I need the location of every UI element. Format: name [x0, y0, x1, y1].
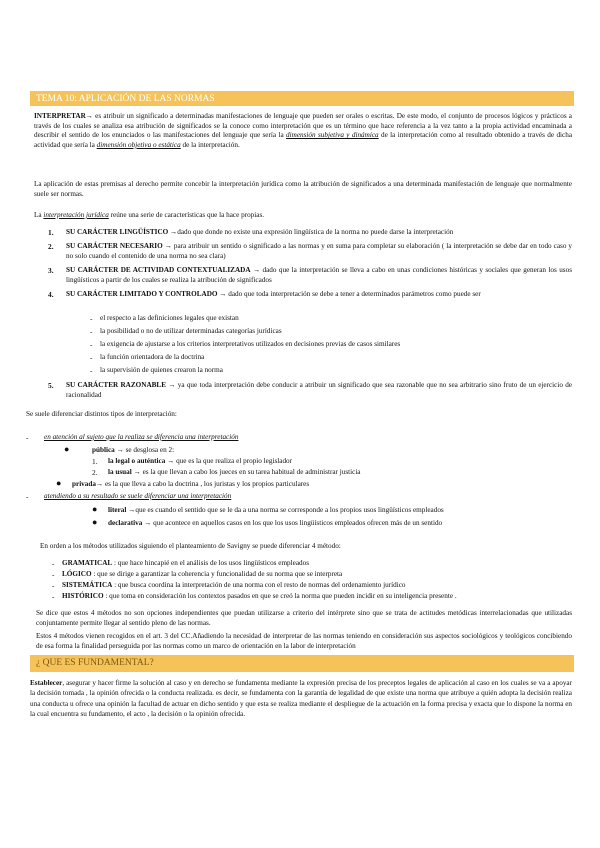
methods-note-1: Se dice que estos 4 métodos no son opciones independientes que puedan utilizarse a criterio del intérprete sino que se trata de actitudes metódicas interrelacionadas que utilizadas conjuntamente permite llegar al sentido pleno de las normas.: [36, 609, 572, 627]
sub-dash: -: [90, 353, 93, 362]
publica-number: 2.: [92, 468, 98, 477]
publica-item-text: → es la que llevan a cabo los jueces en su tarea habitual de administrar justicia: [133, 468, 361, 476]
list-item: [66, 228, 572, 238]
fundamental-term: Establecer: [30, 679, 63, 687]
method-text: : que hace hincapié en el análisis de los usos lingüísticos empleados: [113, 559, 309, 567]
result-item-term: declarativa: [108, 519, 143, 527]
intro-text-1: → es atribuir un significado a determinadas manifestaciones de lenguaje que pueden ser orales o escritas. De este modo, el conjunto de procesos lógicos y prácticos a través de los cuales se analiza esa atribución de significados se la conoce como interpretación que es un término que hace referencia a la vez tanto a la propia actividad encaminada a describir el sentido de los enunciados o las manifestaciones del lenguaje que sería la: [34, 112, 572, 140]
section-title: TEMA 10: APLICACIÓN DE LAS NORMAS: [36, 94, 215, 104]
list-number: 1.: [48, 228, 54, 237]
list-item: [66, 290, 572, 300]
list-item-title: SU CARÁCTER LIMITADO Y CONTROLADO: [66, 290, 218, 298]
list-number: 4.: [48, 290, 54, 299]
bullet-dot: ●: [56, 478, 62, 488]
result-item-text: →que es cuando el sentido que se le da a una norma se corresponde a los propios usos lingüísticos empleados: [128, 506, 444, 514]
publica-text: → se desglosa en 2:: [116, 446, 175, 454]
fundamental-text: , asegurar y hacer firme la solución al caso y en derecho se fundamenta mediante la expresión precisa de los preceptos legales de aplicación al caso en los cuales se va a apoyar la decisión tomada , la opinión ofrecida o la conducta realizada. es decir, se fundamenta con la garantía de legalidad de que existe una norma que atribuye a quién adopta la decisión realiza una conducta u ofrece una opinión la facultad de actuar en dicho sentido y que esta se realiza mediante el despliegue de la actuación en la forma precisa y exacta que lo dispone la norma en la cual encuentra su fundamento, el acto , la decisión o la opinión ofrecida.: [30, 679, 572, 719]
privada-line: [72, 480, 552, 490]
method-text: : que busca coordina la interpretación de una norma con el resto de normas del ordenamiento jurídico: [114, 581, 406, 589]
list-item-text: → dado que la interpretación se lleva a cabo en unas condiciones históricas y sociales que generan los usos lingüísticos a partir de los cuales se realiza la atribución de significados: [66, 266, 572, 284]
publica-item: [108, 457, 548, 467]
result-item: [108, 506, 568, 516]
list-item-title: SU CARÁCTER LINGÜÍSTICO: [66, 228, 169, 236]
sub-dash: -: [90, 314, 93, 323]
para3-term: interpretación jurídica: [43, 211, 109, 219]
method-text: : que se dirige a garantizar la coherencia y funcionalidad de su norma que se interpreta: [93, 570, 343, 578]
sub-item: la función orientadora de la doctrina: [100, 353, 205, 361]
section-header-2: [30, 655, 574, 672]
privada-text: → es la que lleva a cabo la doctrina , los juristas y los propios particulares: [95, 480, 310, 488]
sub-item: el respecto a las definiciones legales que existan: [100, 314, 239, 322]
section-title-2: ¿ QUE ES FUNDAMENTAL?: [36, 658, 154, 668]
list-item-title: SU CARÁCTER NECESARIO: [66, 242, 163, 250]
list-item: [66, 242, 572, 261]
list-item: [66, 266, 572, 285]
list-item-text: → dado que toda interpretación se debe a tener a determinados parámetros como puede ser: [219, 290, 481, 298]
para3-pre: La: [34, 211, 42, 219]
dash-bullet: -: [52, 581, 55, 590]
list-item-text: → ya que toda interpretación debe conducir a atribuir un significado que sea razonable que no sea arbitrario sino fruto de un ejercicio de racionalidad: [66, 381, 572, 399]
result-heading: atendiendo a su resultado se suele diferenciar una interpretación: [44, 492, 232, 500]
result-item: [108, 519, 568, 529]
dash-bullet: -: [52, 592, 55, 601]
intro-dim-2: dimensión objetiva o estática: [96, 140, 181, 149]
types-intro: Se suele diferenciar distintos tipos de interpretación:: [26, 410, 177, 418]
methods-note-2: Estos 4 métodos vienen recogidos en el art. 3 del CC.Añadiendo la necesidad de interpretar de las normas teniendo en consideración sus aspectos sociológicos y teológicos concibiendo de esa forma la finalidad perseguida por las normas como un marco de orientación en la labor de interpretación: [36, 632, 572, 650]
methods-intro: En orden a los métodos utilizados siguiendo el planteamiento de Savigny se puede diferenciar 4 método:: [40, 542, 341, 550]
method-item: [62, 581, 570, 591]
paragraph-2: La aplicación de estas premisas al derecho permite concebir la interpretación jurídica como la atribución de significados a una determinada manifestación de lenguaje que normalmente suele ser normas.: [34, 180, 572, 198]
intro-dim-1: dimensión subjetiva y dinámica: [286, 131, 379, 140]
list-number: 3.: [48, 266, 54, 275]
list-item-title: SU CARÁCTER DE ACTIVIDAD CONTEXTUALIZADA: [66, 266, 251, 274]
list-item: [66, 381, 572, 400]
dash-bullet: -: [26, 492, 29, 501]
dash-bullet: -: [52, 559, 55, 568]
publica-item: [108, 468, 548, 478]
method-item: [62, 559, 570, 569]
privada-term: privada: [72, 480, 96, 488]
publica-item-term: la legal o auténtica: [108, 457, 166, 465]
sub-dash: -: [90, 327, 93, 336]
intro-term: INTERPRETAR: [34, 112, 86, 120]
para3-post: reúne una serie de características que la hace propias.: [110, 211, 265, 219]
method-text: : que toma en consideración los contextos pasados en que se creó la norma que pueden incidir en su inteligencia presente .: [105, 592, 457, 600]
sub-dash: -: [90, 340, 93, 349]
paragraph-3: [34, 211, 572, 221]
method-item: [62, 570, 570, 580]
bullet-dot: ●: [92, 504, 98, 514]
subject-heading: en atención al sujeto que la realiza se diferencia una interpretación: [44, 433, 239, 441]
intro-text-3: de la interpretación.: [182, 140, 240, 149]
result-item-term: literal: [108, 506, 127, 514]
sub-item: la exigencia de ajustarse a los criterios interpretativos utilizados en decisiones previas de casos similares: [100, 340, 401, 348]
publica-number: 1.: [92, 457, 98, 466]
intro-paragraph: [34, 112, 572, 150]
bullet-dot: ●: [92, 517, 98, 527]
publica-item-term: la usual: [108, 468, 132, 476]
fundamental-paragraph: [30, 678, 572, 720]
result-item-text: → que acontece en aquellos casos en los que los usos lingüísticos empleados ofrecen más de un sentido: [144, 519, 443, 527]
list-item-text: →dado que donde no existe una expresión lingüística de la norma no puede darse la interpretación: [170, 228, 454, 236]
publica-line: [92, 446, 552, 456]
publica-term: pública: [92, 446, 115, 454]
method-item: [62, 592, 570, 602]
method-term: HISTÓRICO: [62, 592, 104, 600]
section-header: [30, 91, 574, 106]
method-term: SISTEMÁTICA: [62, 581, 113, 589]
list-number: 5.: [48, 381, 54, 390]
list-item-title: SU CARÁCTER RAZONABLE: [66, 381, 167, 389]
sub-item: la supervisión de quienes crearon la norma: [100, 366, 223, 374]
method-term: GRAMATICAL: [62, 559, 113, 567]
list-item-text: → para atribuir un sentido o significado a las normas y en suma para completar su elaboración ( la interpretación se debe dar en todo caso y no solo cuando el contenido de una norma no sea clara): [66, 242, 573, 260]
dash-bullet: -: [52, 570, 55, 579]
bullet-dot: ●: [64, 444, 70, 454]
method-term: LÓGICO: [62, 570, 92, 578]
sub-item: la posibilidad o no de utilizar determinadas categorías jurídicas: [100, 327, 282, 335]
publica-item-text: → que es la que realiza el propio legislador: [167, 457, 293, 465]
list-number: 2.: [48, 242, 54, 251]
sub-dash: -: [90, 366, 93, 375]
intro-text-2: de la interpretación como al resultado obtenido a través de dicha actividad que sería la: [34, 131, 573, 149]
dash-bullet: -: [26, 433, 29, 442]
